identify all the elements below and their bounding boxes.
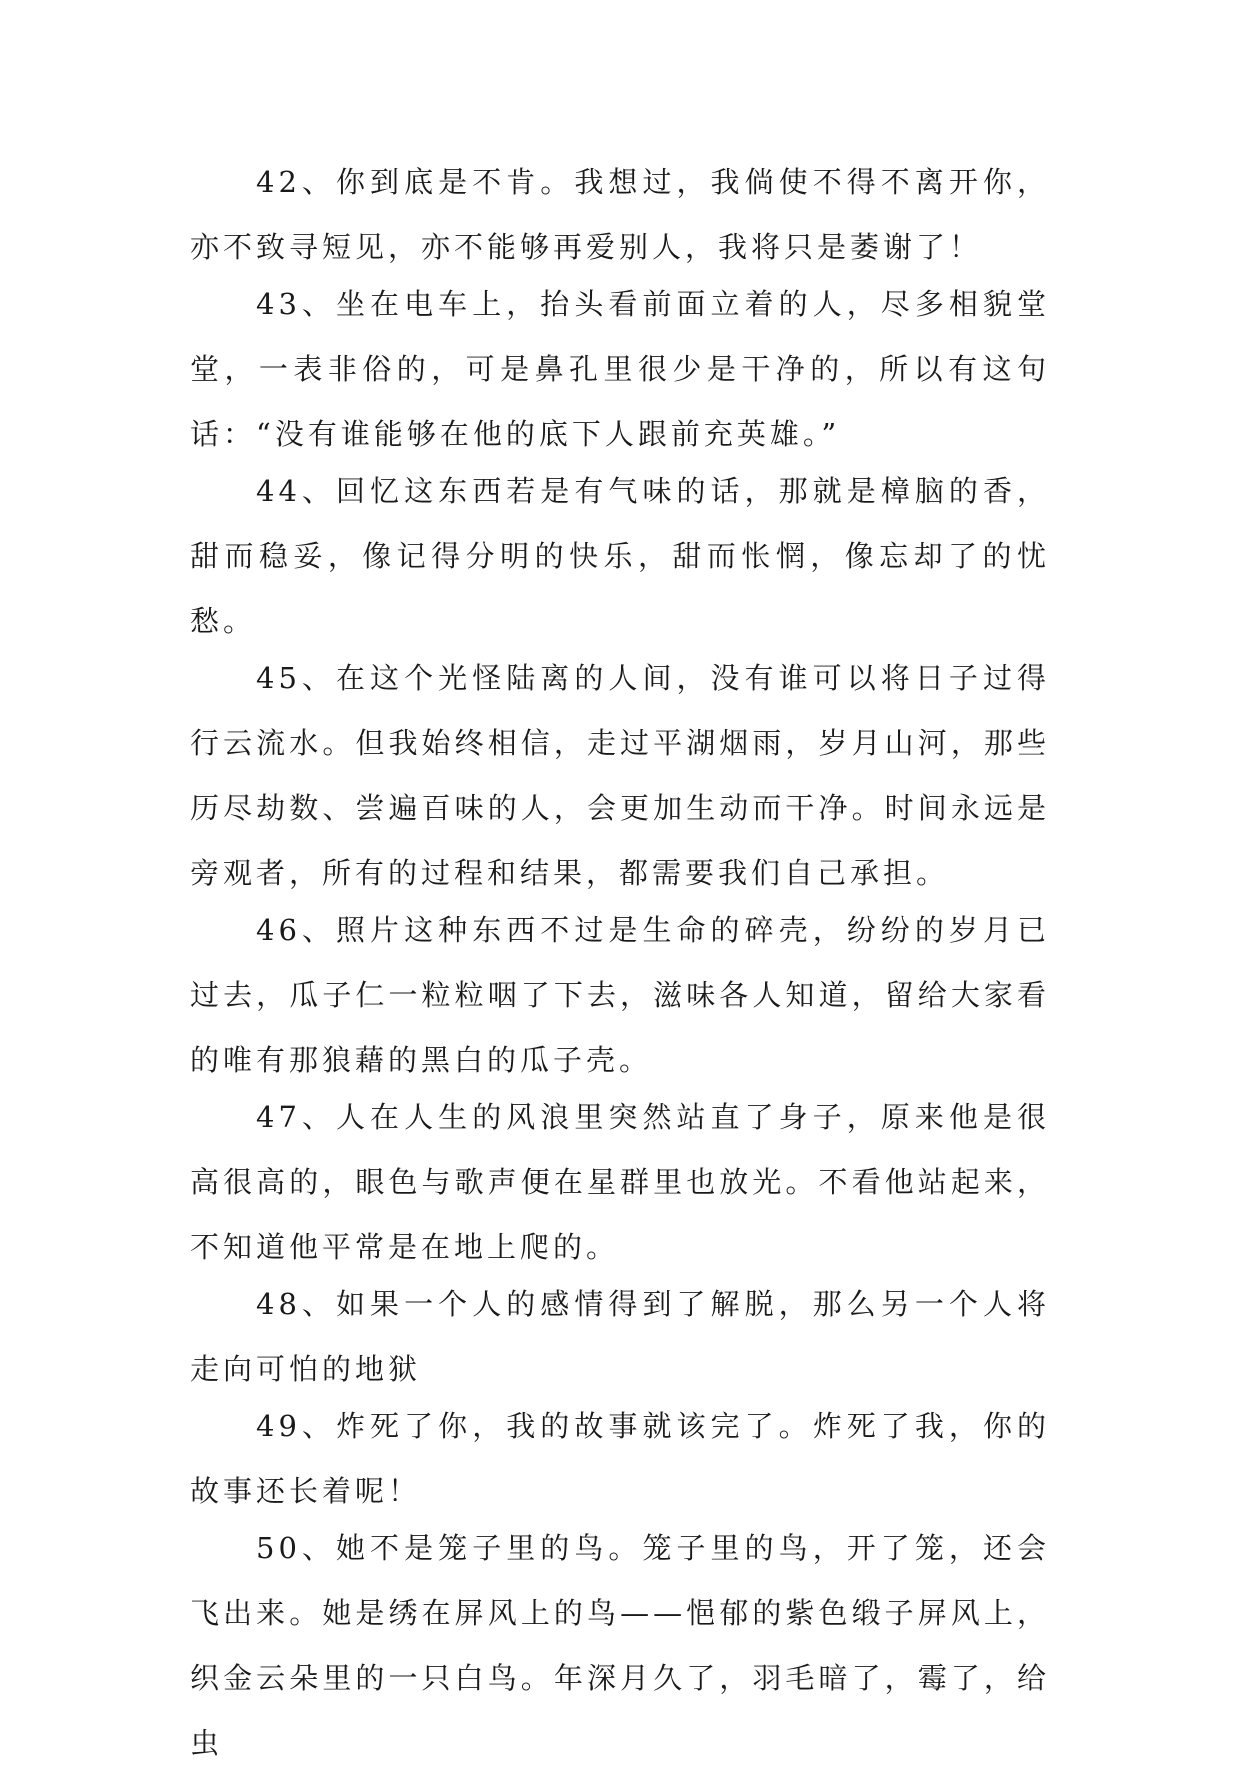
paragraph-50: 50、她不是笼子里的鸟。笼子里的鸟，开了笼，还会飞出来。她是绣在屏风上的鸟——悒郁的紫色缎子屏风上，织金云朵里的一只白鸟。年深月久了，羽毛暗了，霉了，给虫 [190, 1531, 1050, 1760]
paragraph-44: 44、回忆这东西若是有气味的话，那就是樟脑的香，甜而稳妥，像记得分明的快乐，甜而怅惘，像忘却了的忧愁。 [190, 474, 1050, 638]
paragraph-43: 43、坐在电车上，抬头看前面立着的人，尽多相貌堂堂，一表非俗的，可是鼻孔里很少是干净的，所以有这句话：“没有谁能够在他的底下人跟前充英雄。” [190, 287, 1050, 451]
paragraph-42: 42、你到底是不肯。我想过，我倘使不得不离开你，亦不致寻短见，亦不能够再爱别人，我将只是萎谢了！ [190, 165, 1050, 264]
paragraph-49: 49、炸死了你，我的故事就该完了。炸死了我，你的故事还长着呢！ [190, 1409, 1050, 1508]
paragraph-46: 46、照片这种东西不过是生命的碎壳，纷纷的岁月已过去，瓜子仁一粒粒咽了下去，滋味各人知道，留给大家看的唯有那狼藉的黑白的瓜子壳。 [190, 913, 1050, 1077]
paragraph-47: 47、人在人生的风浪里突然站直了身子，原来他是很高很高的，眼色与歌声便在星群里也放光。不看他站起来，不知道他平常是在地上爬的。 [190, 1100, 1050, 1264]
document-body [190, 150, 1050, 1768]
paragraph-45: 45、在这个光怪陆离的人间，没有谁可以将日子过得行云流水。但我始终相信，走过平湖烟雨，岁月山河，那些历尽劫数、尝遍百味的人，会更加生动而干净。时间永远是旁观者，所有的过程和结果，都需要我们自己承担。 [190, 661, 1050, 890]
paragraph-48: 48、如果一个人的感情得到了解脱，那么另一个人将走向可怕的地狱 [190, 1287, 1050, 1386]
